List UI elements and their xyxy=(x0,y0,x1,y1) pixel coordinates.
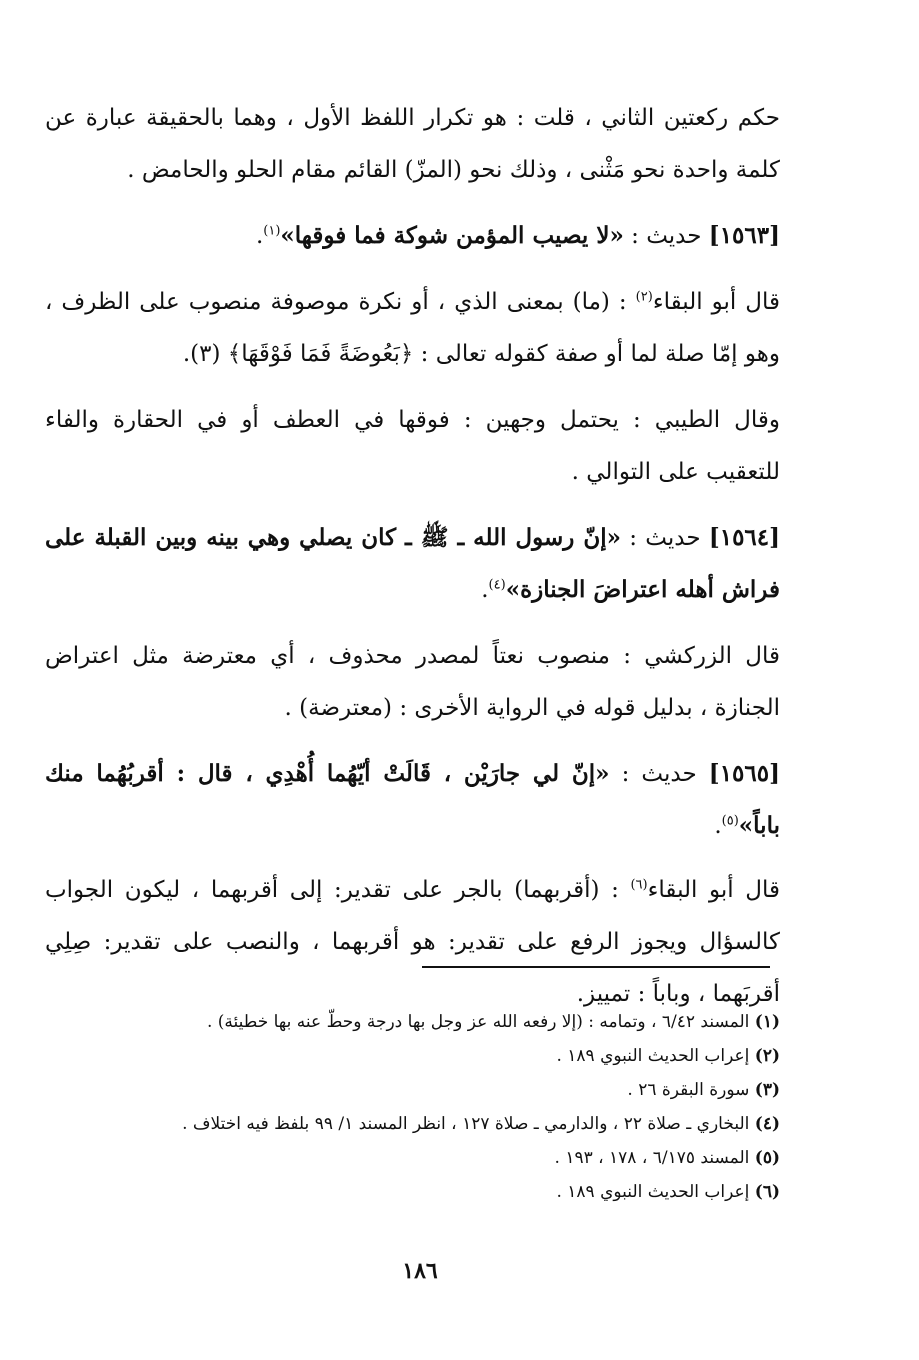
footnote-separator xyxy=(422,966,770,968)
footnote-ref: (١) xyxy=(263,223,281,239)
paragraph-body: : (أقربهما) بالجر على تقدير: إلى أقربهما ، ليكون الجواب كالسؤال ويجوز الرفع على تقدير: هو أقربهما ، والنصب على تقدير: صِلِي أقربَهما ، وباباً : تمييز. xyxy=(45,877,780,1007)
main-text xyxy=(45,92,780,1034)
hadith-tail: . xyxy=(255,223,264,249)
paragraph-text: قال الزركشي : منصوب نعتاً لمصدر محذوف ، أي معترضة مثل اعتراض الجنازة ، بدليل قوله في الرواية الأخرى : (معترضة) . xyxy=(45,643,780,721)
footnote-number: (١) xyxy=(754,1012,780,1032)
page-number: ١٨٦ xyxy=(402,1258,438,1284)
footnote-ref: (٢) xyxy=(635,289,653,305)
hadith-label: حديث : xyxy=(631,223,702,249)
footnote-text: البخاري ـ صلاة ٢٢ ، والدارمي ـ صلاة ١٢٧ ، انظر المسند ١/ ٩٩ بلفظ فيه اختلاف . xyxy=(182,1114,750,1134)
footnote-number: (٢) xyxy=(754,1046,780,1066)
hadith-number: [١٥٦٥] xyxy=(708,760,780,787)
hadith-tail: . xyxy=(481,577,489,603)
hadith-1563 xyxy=(45,210,780,262)
hadith-label: حديث : xyxy=(621,761,697,787)
hadith-number: [١٥٦٣] xyxy=(708,222,780,249)
footnote-ref: (٦) xyxy=(630,877,648,893)
hadith-number: [١٥٦٤] xyxy=(708,524,781,551)
hadith-label: حديث : xyxy=(629,525,701,551)
paragraph-zarkashi xyxy=(45,630,780,734)
footnote-text: المسند ٦/١٧٥ ، ١٧٨ ، ١٩٣ . xyxy=(554,1148,750,1168)
footnotes xyxy=(140,1005,780,1209)
paragraph-text: وقال الطيبي : يحتمل وجهين : فوقها في العطف أو في الحقارة والفاء للتعقيب على التوالي . xyxy=(45,407,780,485)
hadith-1565 xyxy=(45,748,780,852)
footnote-number: (٦) xyxy=(754,1182,780,1202)
footnote-2 xyxy=(140,1039,780,1073)
footnote-text: المسند ٦/٤٢ ، وتمامه : (إلا رفعه الله عز وجل بها درجة وحطّ عنه بها خطيئة) . xyxy=(206,1012,750,1032)
footnote-text: إعراب الحديث النبوي ١٨٩ . xyxy=(556,1182,750,1202)
footnote-1 xyxy=(140,1005,780,1039)
footnote-6 xyxy=(140,1175,780,1209)
footnote-number: (٣) xyxy=(754,1080,780,1100)
footnote-ref: (٤) xyxy=(488,577,506,593)
hadith-text: «لا يصيب المؤمن شوكة فما فوقها» xyxy=(280,222,624,249)
paragraph-1-text: حكم ركعتين الثاني ، قلت : هو تكرار اللفظ الأول ، وهما بالحقيقة عبارة عن كلمة واحدة نحو مَثْنى ، وذلك نحو (المزّ) القائم مقام الحلو والحامض . xyxy=(45,105,780,183)
paragraph-abu-baqa-2 xyxy=(45,864,780,1020)
footnote-text: إعراب الحديث النبوي ١٨٩ . xyxy=(556,1046,750,1066)
footnote-ref: (٥) xyxy=(721,813,739,829)
paragraph-1 xyxy=(45,92,780,196)
footnote-number: (٤) xyxy=(754,1114,780,1134)
paragraph-intro: قال أبو البقاء xyxy=(647,877,780,903)
footnote-number: (٥) xyxy=(754,1148,780,1168)
hadith-1564 xyxy=(45,512,780,616)
footnote-3 xyxy=(140,1073,780,1107)
paragraph-tibi xyxy=(45,394,780,498)
paragraph-body: : (ما) بمعنى الذي ، أو نكرة موصوفة منصوب على الظرف ، وهو إمّا صلة لما أو صفة كقوله تعالى : ﴿بَعُوضَةً فَمَا فَوْقَهَا﴾ (٣). xyxy=(45,289,780,367)
footnote-5 xyxy=(140,1141,780,1175)
hadith-text: «إنّ رسول الله ـ ﷺ ـ كان يصلي وهي بينه وبين القبلة على فراش أهله اعتراضَ الجنازة» xyxy=(45,524,780,603)
hadith-text: «إنّ لي جارَيْن ، قَالَتْ أيّهُما أُهْدِي ، قال : أقربُهُما منك باباً» xyxy=(45,760,780,839)
paragraph-abu-baqa-1 xyxy=(45,276,780,380)
footnote-text: سورة البقرة ٢٦ . xyxy=(627,1080,750,1100)
paragraph-intro: قال أبو البقاء xyxy=(652,289,781,315)
footnote-4 xyxy=(140,1107,780,1141)
hadith-tail: . xyxy=(714,813,722,839)
